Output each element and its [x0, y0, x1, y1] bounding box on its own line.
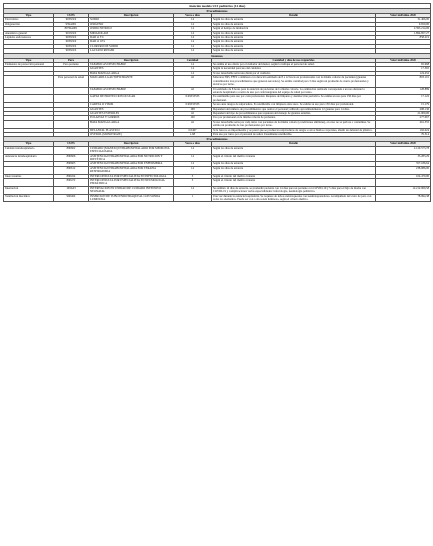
table-row-cell: 9.650,00	[376, 22, 431, 26]
table-row-cell: 960404	[54, 194, 89, 202]
table-row-cell: Según los días de estancia	[212, 49, 376, 53]
table-row-cell: 890472	[54, 179, 89, 187]
table-row-cell: CUIDADO (MANEJO) INTRAHOSPITALARIO POR MEDICINA ESPECIALIZADA	[89, 146, 174, 154]
table-row-cell: CARETA O VISOR	[89, 103, 174, 107]
table-row-cell: 17.365	[376, 67, 431, 71]
table-row-cell: 14	[174, 36, 212, 40]
table-row-cell: 42	[174, 120, 212, 128]
table-row-cell: Para paciente	[54, 63, 89, 67]
table-row-cell: 14	[174, 63, 212, 67]
table-row-cell: Según el tiempo de intubación	[212, 27, 376, 31]
section-header-cell: Procedimientos	[4, 9, 431, 14]
table-row-cell: Según la necesidad para uso del cuidador.	[212, 67, 376, 71]
column-header-row-cell: Tipo	[4, 142, 54, 146]
table-row-cell: 14	[174, 18, 212, 22]
table-row-cell	[54, 120, 89, 128]
column-header-row-cell: Valor individuo 2020	[376, 14, 431, 18]
document-page	[3, 3, 430, 202]
table-row	[4, 166, 431, 174]
column-header-row-cell: Para	[54, 58, 89, 62]
table-row-cell: 76.314	[376, 132, 431, 136]
column-header-row-cell: Descripción	[89, 14, 174, 18]
table-row-cell: 890454	[54, 174, 89, 178]
table-row-cell: GUANTES	[89, 107, 174, 111]
table-row-cell: 0.0467	[174, 128, 212, 132]
table-row-cell: Según el criterio del médico tratante	[212, 174, 376, 178]
table-row-cell: 14	[174, 31, 212, 35]
column-header-row-cell: Descripción	[89, 58, 174, 62]
table-row-cell: 21.000,00	[376, 111, 431, 115]
table-row-cell: 104.470,00	[376, 174, 431, 178]
table-row-cell: 109A03	[54, 186, 89, 194]
table-row-cell: 35.283,29	[376, 154, 431, 162]
table-row-cell: 1	[174, 194, 212, 202]
table-row-cell: Internación	[4, 186, 54, 194]
table-row-cell: 858.219	[376, 36, 431, 40]
table-row-cell: 14	[174, 186, 212, 194]
table-row-cell: DAD al 10%	[89, 40, 174, 44]
table-row	[4, 154, 431, 162]
table-row-cell: 14	[174, 71, 212, 75]
table-row-cell: DAD al 5%	[89, 36, 174, 40]
table-row-cell: Según los días de estancia	[212, 40, 376, 44]
column-header-row-cell: Valor individuo 2020	[376, 142, 431, 146]
table-row-cell: Un estimado de 8 horas para la atención de pacientes de la misma cohorte. La estimación realizada corresponde a un uso durante la estancia hospitalaria a razón de uno por cada integrante del equipo de salud por turno.	[212, 87, 376, 95]
table-row-cell: Según los días de estancia	[212, 146, 376, 154]
table-row-cell: Es reutilizable para uso por cada profesional. Requiere de limpieza y desinfección periódica. Se estima un uso para 150 días por profesional.	[212, 95, 376, 103]
table-row-cell: INTERCONSULTA POR ESPECIALISTA EN NEUMOLOGÍA PEDIÁTRICA	[89, 179, 174, 187]
table-row-cell: Se estiman 14 días de estancia, se promedió paciente con 14 días para un paciente con COVID-19 y 5 días para el hijo de madre con COVID-19 y complicaciones varias especialidades: infectología, neumología pediátrica.	[212, 186, 376, 194]
table-row-cell: 901XXX	[54, 31, 89, 35]
table-row-cell: 124.452	[376, 71, 431, 75]
table-row-cell: Para uso por turno por el personal de salud. Usualmente reutilizable.	[212, 132, 376, 136]
column-header-row-cell: Valor individuo 2020	[376, 58, 431, 62]
column-header-row-cell: Tipo	[4, 14, 54, 18]
table-row-cell	[54, 95, 89, 103]
table-row-cell: 14	[174, 44, 212, 48]
table-title-cell: Atención modelo UCI pediátrico (14 días)	[4, 4, 431, 9]
table-row-cell	[4, 166, 54, 174]
column-header-row-cell: Tipo	[4, 58, 54, 62]
table-row-cell: 17.122	[376, 95, 431, 103]
table-row-cell: Asistencia intrahospitalaria	[4, 154, 54, 162]
table-row-cell: 14	[174, 67, 212, 71]
table-row-cell: Elementos de protección personal	[4, 63, 54, 67]
table-row-cell: ASISTENCIA INTRAHOSPITALARIA POR TERAPIA RESPIRATORIA	[89, 166, 174, 174]
table-row-cell: 903XXX	[54, 44, 89, 48]
table-row-cell: 277.067	[376, 116, 431, 120]
table-row-cell: Interconsultas	[4, 174, 54, 178]
table-row-cell: 238.086,00	[376, 166, 431, 174]
table-row-cell: 890602	[54, 146, 89, 154]
table-row-cell	[4, 76, 54, 87]
table-row-cell: 807DA001	[54, 27, 89, 31]
table-row-cell: 890605	[54, 162, 89, 166]
table-row-cell: Dependerá del tipo de procedimientos que requieran del manejo de guantes estériles.	[212, 111, 376, 115]
table-row-cell: ASISTENCIA INTRAHOSPITALARIA POR NUTRICIÓN Y DIETÉTICA	[89, 154, 174, 162]
table-row-cell: SODIO	[89, 18, 174, 22]
table-row-cell: DELANTAL PLÁSTICO	[89, 128, 174, 132]
table-row-cell: INTERCONSULTA POR ESPECIALISTA EN INFECTOLOGÍA	[89, 174, 174, 178]
table-row-cell: Según los días de estancia	[212, 31, 376, 35]
table-row-cell: Si uso desechable seria por cada turno con pacientes de la misma cohorte (condiciones similares), en caso no se perfore o contamine. Se estima un promedio de tres profesionales por turno.	[212, 120, 376, 128]
column-header-row-cell: Detalle	[212, 142, 376, 146]
table-row-cell: Líquidos endovenosos	[4, 36, 54, 40]
table-row-cell: GUANTES	[89, 67, 174, 71]
table-row-cell: Anestésico general	[4, 31, 54, 35]
table-row-cell: 939A001	[54, 22, 89, 26]
table-row-cell: Si uso desechable seria una diaria por el cuidador.	[212, 71, 376, 75]
table-row-cell: Según los días de estancia	[212, 22, 376, 26]
table-row-cell: CLORURO DE SODIO	[89, 44, 174, 48]
table-row-cell: 14	[174, 27, 212, 31]
column-header-row-cell: CUPS	[54, 142, 89, 146]
table-row	[4, 76, 431, 87]
table-row-cell: Se estima el uso diario por el cuidador del menor, según lo indique el personal de salud.	[212, 63, 376, 67]
table-row-cell: Según los días de estancia	[212, 166, 376, 174]
column-header-row-cell: Descripción	[89, 142, 174, 146]
table-row-cell	[4, 95, 54, 103]
table-row-cell: 168	[174, 107, 212, 111]
table-row-cell: ÓXIDO NÍTRICO	[89, 27, 174, 31]
table-row-cell: BATA MANGA LARGA	[89, 71, 174, 75]
table-row-cell: 42	[174, 76, 212, 87]
table-row-cell	[4, 87, 54, 95]
table-row-cell: Dependerá del número de procedimientos que realice el personal; utilizado aproximadamente 12 guantes para 14 días.	[212, 107, 376, 111]
table-row-cell: Según el criterio del médico tratante	[212, 179, 376, 187]
table-row-cell: POLAINAS Y GORROS	[89, 116, 174, 120]
table-row	[4, 179, 431, 187]
table-row-cell: 3	[174, 174, 212, 178]
table-row-cell: MIDAZOLAM	[89, 31, 174, 35]
table-row-cell: INSERCIÓN DE TUBO ENDOTRAQUEAL CON SONDA LUMINOSA	[89, 194, 174, 202]
column-header-row-cell: CUPS	[54, 14, 89, 18]
table-row-cell: ASISTENCIA INTRAHOSPITALARIA POR ENFERMERÍA	[89, 162, 174, 166]
table-row	[4, 95, 431, 103]
table-row-cell	[376, 179, 431, 187]
table-row-cell: Una vez durante la estancia hospitalaria. Se requiere de tubos endotraqueales con neumotaponadores. Acompañado del carro de paro con todos los elementos. Puede ser con o sin sonda luminosa, según el criterio médico.	[212, 194, 376, 202]
table-row-cell	[4, 179, 54, 187]
section-header-cell: Insumos	[4, 53, 431, 58]
table-row-cell: 14	[174, 40, 212, 44]
table-row-cell: TAPABOCAS DESECHABLE	[89, 63, 174, 67]
table-row-cell: 31.466,00	[376, 18, 431, 22]
table-row-cell: 42	[174, 111, 212, 115]
table-row-cell: 128.889	[376, 87, 431, 95]
table-row-cell: Según el criterio del médico tratante	[212, 154, 376, 162]
table-row-cell: Según los días de estancia	[212, 18, 376, 22]
table-row-cell: 14	[174, 146, 212, 154]
table-row-cell: 3	[174, 179, 212, 187]
table-row-cell: Oxigenación	[4, 22, 54, 26]
table-row-cell: Según los días de estancia	[212, 36, 376, 40]
table-row-cell: Según los días de estancia	[212, 44, 376, 48]
table-row-cell: 890612	[54, 166, 89, 174]
table-row-cell: 208.136	[376, 107, 431, 111]
table-row-cell: 903XXX	[54, 36, 89, 40]
column-header-row-cell: Veces o días	[174, 14, 212, 18]
table-row-cell: Máscaras N95, FFP2 o similares con duración estimada de 8 a 12 horas en profesionales con la misma cohorte de pacientes (guantes contaminados tras procedimientos que generan aerosoles). Se estima cantidad para 3 días según un promedio de cuatro profesionales y técnicos por turno.	[212, 76, 376, 87]
table-row-cell: 461.355	[376, 120, 431, 128]
table-row-cell: 903XXX	[54, 40, 89, 44]
table-row-cell: 903XXX	[54, 49, 89, 53]
table-row-cell: TAPABOCAS DESECHABLE	[89, 87, 174, 95]
table-row-cell: 14	[174, 49, 212, 53]
table-row	[4, 186, 431, 194]
section-header-cell: Procedimientos	[4, 137, 431, 142]
table-row-cell: INTERNACIÓN EN UNIDAD DE CUIDADO INTENSIVO NEONATAL	[89, 186, 174, 194]
table-row-cell: Electrolitos	[4, 18, 54, 22]
column-header-row-cell: Veces o días	[174, 142, 212, 146]
table-row-cell: Para personal de salud	[54, 76, 89, 87]
table-row-cell: 42	[174, 87, 212, 95]
table-row-cell: 0.99333333	[174, 95, 212, 103]
table-row	[4, 87, 431, 95]
table-row-cell: 15.179	[376, 103, 431, 107]
table-row	[4, 194, 431, 202]
table-row-cell: 126	[174, 116, 212, 120]
table-row-cell: GUANTES ESTÉRILES	[89, 111, 174, 115]
table-row-cell: 1.894.857,27	[376, 31, 431, 35]
table-row	[4, 146, 431, 154]
column-header-row-cell: Cantidad	[174, 58, 212, 62]
column-header-row-cell: Cantidad y días de uso requeridos	[212, 58, 376, 62]
table-row-cell: 65.968	[376, 63, 431, 67]
table-row-cell: 192.024	[376, 128, 431, 132]
table-row-cell: 1.68	[174, 132, 212, 136]
table-row-cell: 14	[174, 22, 212, 26]
table-row-cell: 357.186,64	[376, 162, 431, 166]
table-row-cell	[4, 120, 54, 128]
table-row-cell: 903XXX	[54, 18, 89, 22]
table-row-cell: Cuidado intrahospitalario	[4, 146, 54, 154]
cost-table	[3, 3, 431, 202]
table-row-cell: 890606	[54, 154, 89, 162]
table-row-cell: OVEROL (MONOTRAJE)	[89, 132, 174, 136]
table-row-cell: Si la bata no es impermeable y se prevé que se produzcan salpicaduras de sangre u otros fluidos corporales, añadir un delantal de plástico.	[212, 128, 376, 132]
column-header-row-cell: Detalle	[212, 14, 376, 18]
table-row-cell: 803.101	[376, 76, 431, 87]
table-row	[4, 120, 431, 128]
table-row-cell: Ventilación mecánica	[4, 194, 54, 202]
table-row-cell: GAFAS DE PROTECCIÓN OCULAR	[89, 95, 174, 103]
table-row-cell: 2.393.214,06	[376, 27, 431, 31]
table-row-cell: 12.212.069,58	[376, 186, 431, 194]
table-row-cell: MASCARILLA AUTOFILTRANTE	[89, 76, 174, 87]
table-row-cell: OXÍGENO	[89, 22, 174, 26]
table-row-cell: 78.994,38	[376, 194, 431, 202]
table-row-cell	[54, 87, 89, 95]
table-row-cell: 14	[174, 166, 212, 174]
table-row-cell: 14	[174, 154, 212, 162]
table-row-cell: 2.129.573,78	[376, 146, 431, 154]
table-row-cell: BATA MANGA LARGA	[89, 120, 174, 128]
table-row-cell: LACTATO RINGER	[89, 49, 174, 53]
table-row-cell: Según los días de estancia	[212, 162, 376, 166]
table-row-cell: Se usa ante riesgos de salpicadura. Es reutilizable con limpieza entre usos. Se estima su uso para 150 días por profesional.	[212, 103, 376, 107]
table-row-cell: 0.99333333	[174, 103, 212, 107]
table-row-cell: Uso por profesional en la misma cohorte de pacientes.	[212, 116, 376, 120]
table-row-cell: 14	[174, 162, 212, 166]
